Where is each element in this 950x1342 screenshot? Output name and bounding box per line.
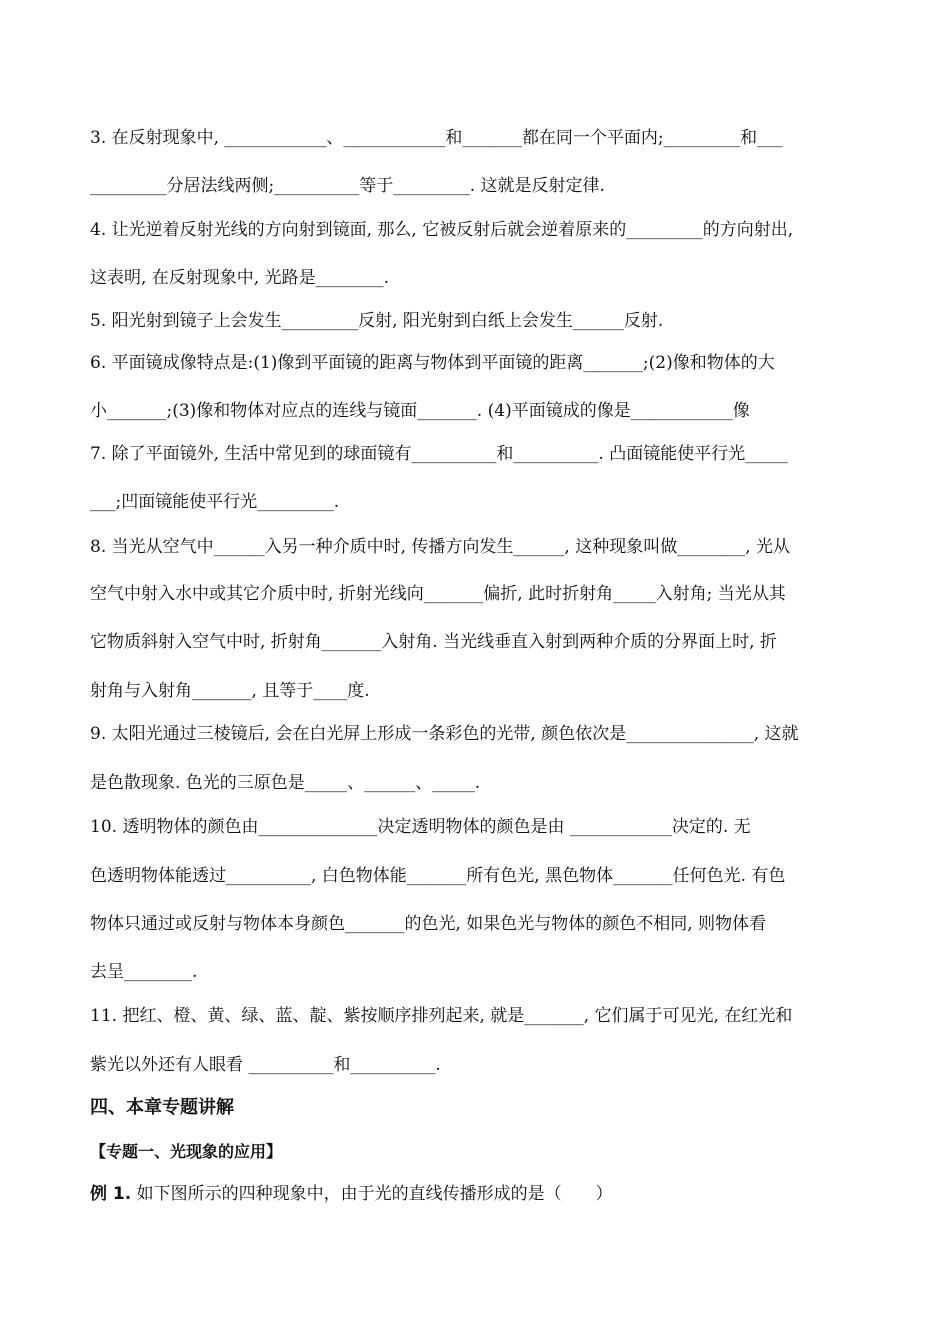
question-10-line-2: 色透明物体能透过__________, 白色物体能_______所有色光, 黑色物体_______任何色光. 有色 xyxy=(90,866,786,886)
question-3-line-2: _________分居法线两侧;__________等于_________. 这就是反射定律. xyxy=(90,176,605,196)
question-3-line-1: 3. 在反射现象中, ____________、____________和_______都在同一个平面内;_________和___ xyxy=(90,128,783,148)
example-label: 例 1. xyxy=(90,1184,132,1204)
question-7-line-2: ___;凹面镜能使平行光_________. xyxy=(90,492,340,512)
question-4-line-1: 4. 让光逆着反射光线的方向射到镜面, 那么, 它被反射后就会逆着原来的_________的方向射出, xyxy=(90,220,794,240)
question-6-line-1: 6. 平面镜成像特点是:(1)像到平面镜的距离与物体到平面镜的距离_______;(2)像和物体的大 xyxy=(90,353,775,373)
question-5-line: 5. 阳光射到镜子上会发生_________反射, 阳光射到白纸上会发生______反射. xyxy=(90,311,664,331)
question-10-line-1: 10. 透明物体的颜色由______________决定透明物体的颜色是由 ____________决定的. 无 xyxy=(90,817,751,837)
question-6-line-2: 小_______;(3)像和物体对应点的连线与镜面_______. (4)平面镜成的像是____________像 xyxy=(90,401,750,421)
example-1 xyxy=(90,1182,613,1206)
question-8-line-2: 空气中射入水中或其它介质中时, 折射光线向_______偏折, 此时折射角_____入射角; 当光从其 xyxy=(90,584,786,604)
example-text: 如下图所示的四种现象中，由于光的直线传播形成的是（ ） xyxy=(131,1184,613,1204)
question-8-line-4: 射角与入射角_______, 且等于____度. xyxy=(90,681,370,701)
question-10-line-4: 去呈________. xyxy=(90,962,198,982)
question-8-line-3: 它物质斜射入空气中时, 折射角_______入射角. 当光线垂直入射到两种介质的分界面上时, 折 xyxy=(90,632,777,652)
question-11-line-2: 紫光以外还有人眼看 __________和__________. xyxy=(90,1055,441,1075)
question-9-line-1: 9. 太阳光通过三棱镜后, 会在白光屏上形成一条彩色的光带, 颜色依次是_______________, 这就 xyxy=(90,724,799,744)
question-4-line-2: 这表明, 在反射现象中, 光路是________. xyxy=(90,268,390,288)
topic-heading: 【专题一、光现象的应用】 xyxy=(90,1142,283,1161)
question-9-line-2: 是色散现象. 色光的三原色是_____、______、_____. xyxy=(90,773,481,793)
section-heading: 四、本章专题讲解 xyxy=(90,1097,234,1118)
question-7-line-1: 7. 除了平面镜外, 生活中常见到的球面镜有__________和__________. 凸面镜能使平行光_____ xyxy=(90,444,788,464)
question-11-line-1: 11. 把红、橙、黄、绿、蓝、靛、紫按顺序排列起来, 就是_______, 它们属于可见光, 在红光和 xyxy=(90,1006,793,1026)
question-8-line-1: 8. 当光从空气中______入另一种介质中时, 传播方向发生______, 这种现象叫做________, 光从 xyxy=(90,537,791,557)
question-10-line-3: 物体只通过或反射与物体本身颜色_______的色光, 如果色光与物体的颜色不相同, 则物体看 xyxy=(90,914,767,934)
